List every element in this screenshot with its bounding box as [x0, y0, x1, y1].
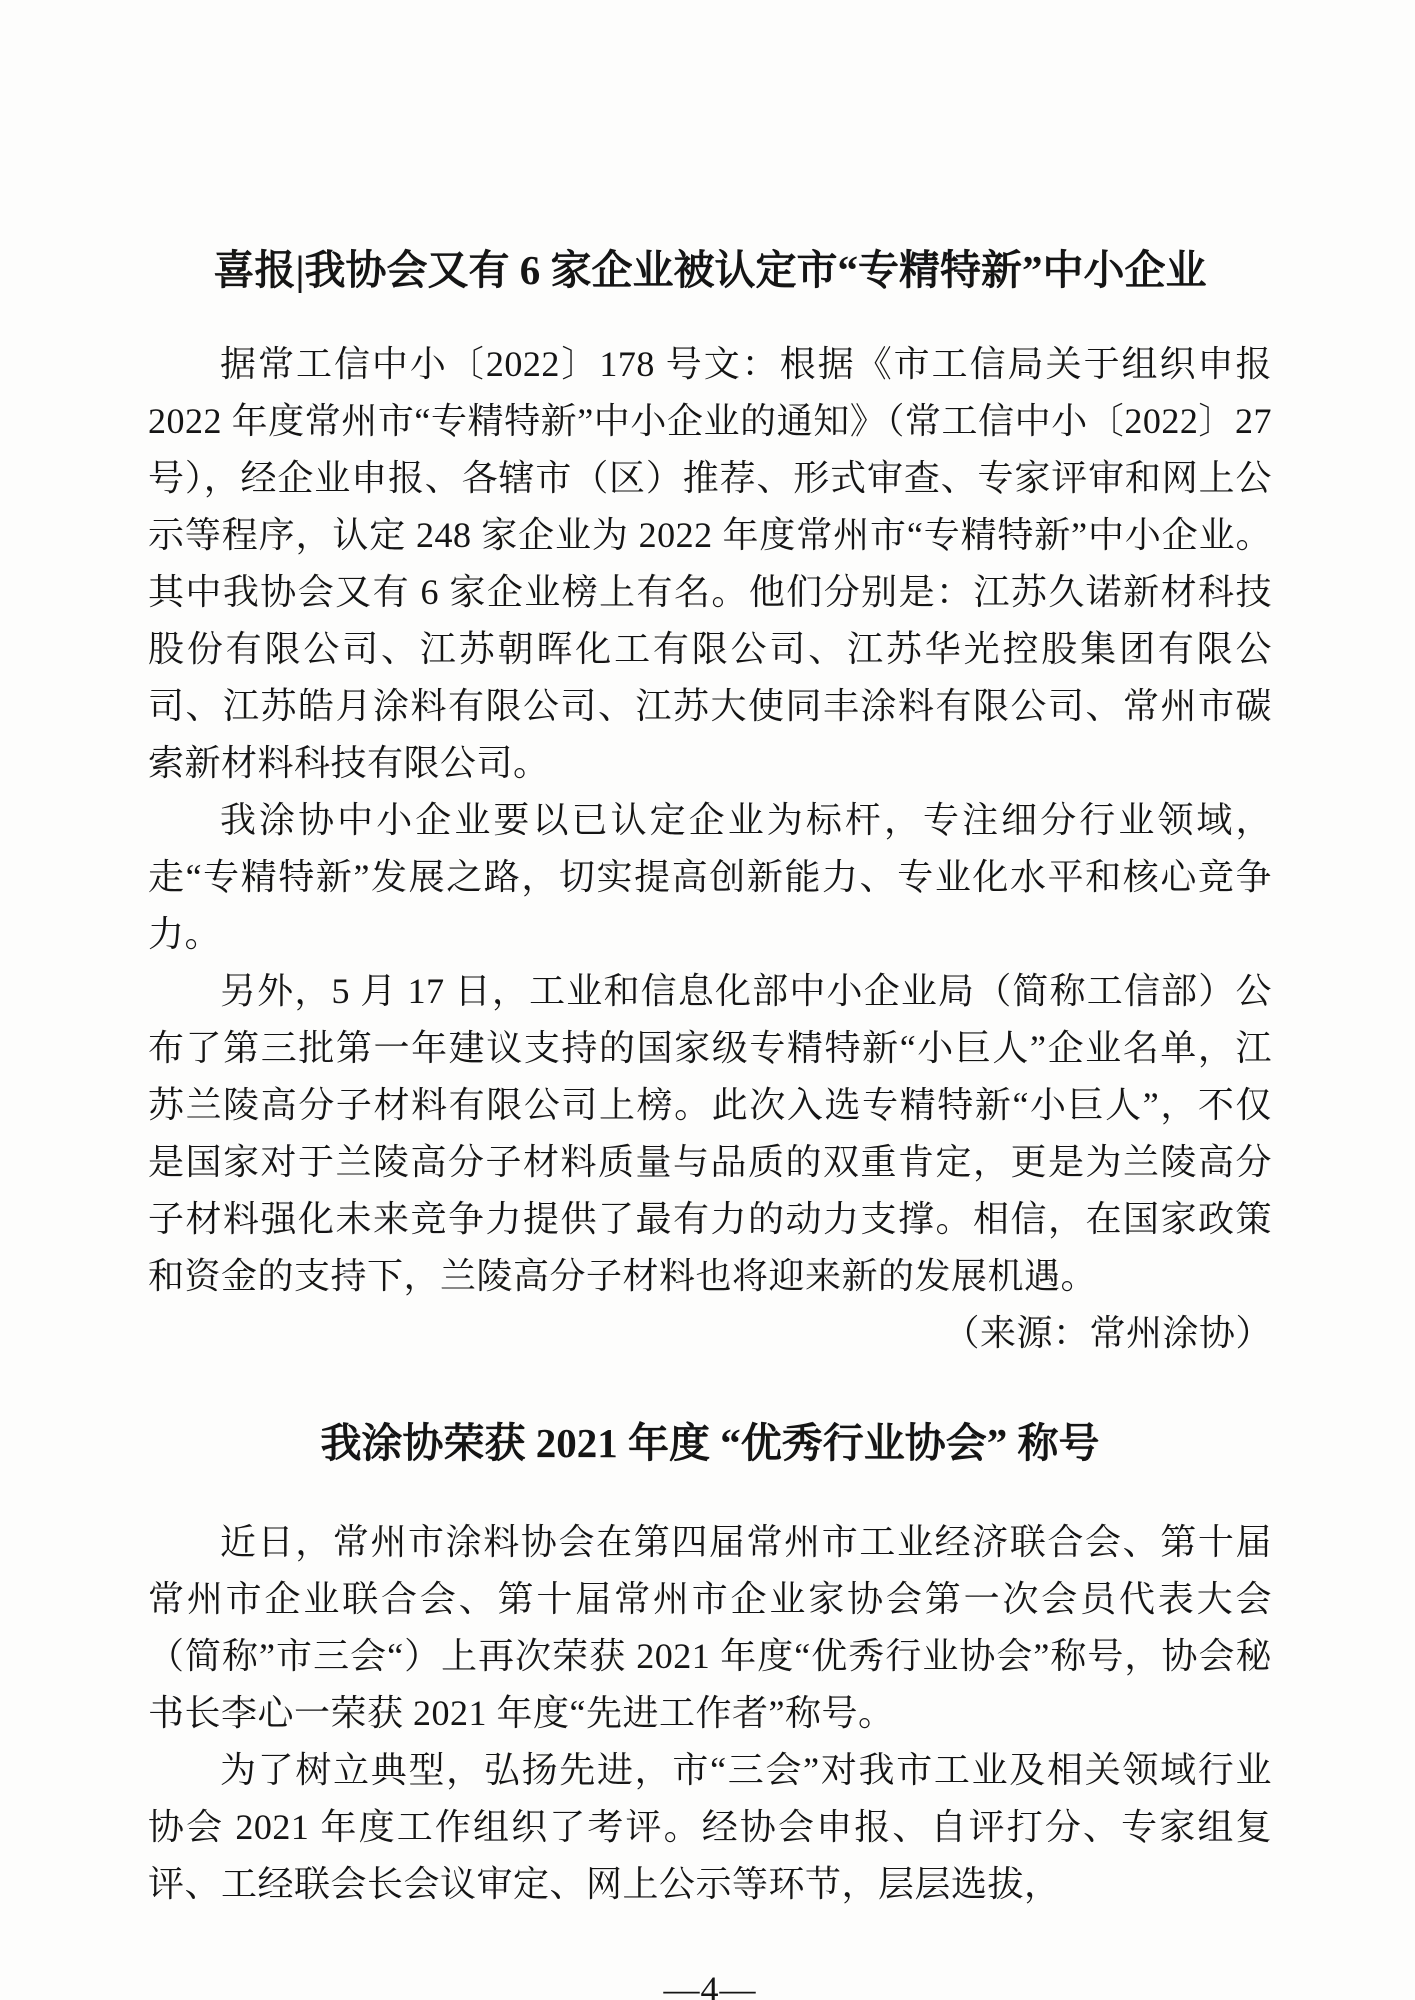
page-number: —4— [663, 1968, 757, 2000]
article-2-paragraph-2: 为了树立典型，弘扬先进，市“三会”对我市工业及相关领域行业协会 2021 年度工作组织了考评。经协会申报、自评打分、专家组复评、工经联会长会议审定、网上公示等环节，层层选拔， [148, 1749, 1272, 1904]
source-line: （来源：常州涂协） [943, 1313, 1272, 1354]
article-2-title: 我涂协荣获 2021 年度 “优秀行业协会” 称号 [320, 1420, 1100, 1467]
article-1-paragraph-2: 我涂协中小企业要以已认定企业为标杆，专注细分行业领域，走“专精特新”发展之路，切实提高创新能力、专业化水平和核心竞争力。 [148, 800, 1272, 955]
article-1-title: 喜报|我协会又有 6 家企业被认定市“专精特新”中小企业 [213, 247, 1207, 293]
article-1-paragraph-3: 另外，5 月 17 日，工业和信息化部中小企业局（简称工信部）公布了第三批第一年建议支持的国家级专精特新“小巨人”企业名单，江苏兰陵高分子材料有限公司上榜。此次入选专精特新“小巨人”，不仅是国家对于兰陵高分子材料质量与品质的双重肯定，更是为兰陵高分子材料强化未来竞争力提供了最有力的动力支撑。相信，在国家政策和资金的支持下，兰陵高分子材料也将迎来新的发展机遇。 [148, 971, 1272, 1297]
article-2-paragraph-1: 近日，常州市涂料协会在第四届常州市工业经济联合会、第十届常州市企业联合会、第十届常州市企业家协会第一次会员代表大会（简称”市三会“）上再次荣获 2021 年度“优秀行业协会”称号，协会秘书长李心一荣获 2021 年度“先进工作者”称号。 [148, 1521, 1272, 1733]
article-1-paragraph-1: 据常工信中小〔2022〕178 号文：根据《市工信局关于组织申报 2022 年度常州市“专精特新”中小企业的通知》（常工信中小〔2022〕27 号），经企业申报、各辖市（区）推荐、形式审查、专家评审和网上公示等程序，认定 248 家企业为 2022 年度常州市“专精特新”中小企业。其中我协会又有 6 家企业榜上有名。他们分别是：江苏久诺新材科技股份有限公司、江苏朝晖化工有限公司、江苏华光控股集团有限公司、江苏皓月涂料有限公司、江苏大使同丰涂料有限公司、常州市碳索新材料科技有限公司。 [148, 344, 1272, 784]
